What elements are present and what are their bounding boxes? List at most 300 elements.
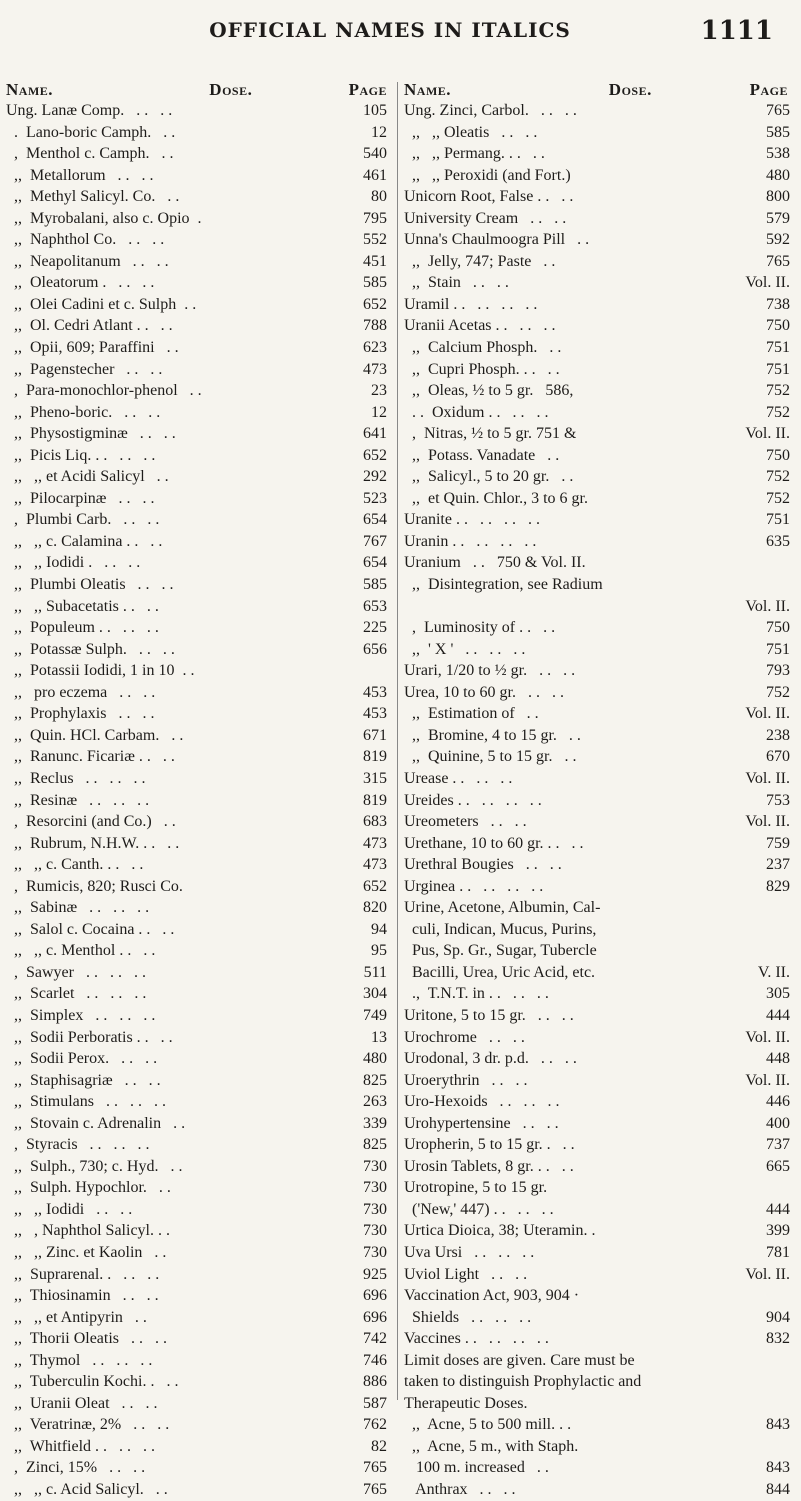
index-entry	[6, 617, 391, 639]
index-entry	[6, 1113, 391, 1135]
entry-page: 511	[363, 963, 387, 981]
entry-text: ,, Uranii Oleat . . . .	[6, 1394, 158, 1412]
index-entry	[404, 1328, 792, 1350]
entry-page: 843	[766, 1459, 790, 1477]
index-entry	[6, 1242, 391, 1264]
index-entry	[404, 1005, 792, 1027]
entry-page: 587	[363, 1394, 387, 1412]
index-entry	[404, 423, 792, 445]
entry-text: ,, Sulph. Hypochlor. . .	[6, 1179, 171, 1197]
entry-page: 339	[363, 1114, 387, 1132]
index-entry	[6, 940, 391, 962]
index-entry	[404, 1307, 792, 1329]
entry-text: ,, Salol c. Cocaina . . . .	[6, 920, 175, 938]
index-entry	[6, 122, 391, 144]
index-entry	[404, 1070, 792, 1092]
entry-page: 696	[363, 1287, 387, 1305]
entry-page: 825	[363, 1071, 387, 1089]
entry-page: 742	[363, 1330, 387, 1348]
entry-page: 751	[766, 339, 790, 357]
left-entry-list	[6, 100, 391, 1501]
entry-text: ,, Whitfield . . . . . .	[6, 1437, 156, 1455]
index-entry	[6, 725, 391, 747]
header-page: Page	[348, 80, 387, 99]
entry-text: Unna's Chaulmoogra Pill . .	[404, 231, 590, 249]
entry-text: ,, Myrobalani, also c. Opio .	[6, 209, 202, 227]
entry-text: taken to distinguish Prophylactic and	[404, 1373, 642, 1391]
entry-page: 788	[363, 317, 387, 335]
index-entry	[404, 574, 792, 596]
index-entry	[6, 423, 391, 445]
entry-text: ,, ,, Oleatis . . . .	[404, 123, 538, 141]
entry-text: Uritone, 5 to 15 gr. . . . .	[404, 1006, 574, 1024]
entry-text: ,, ,, Zinc. et Kaolin . .	[6, 1243, 167, 1261]
entry-page: 670	[766, 748, 790, 766]
entry-page: 751	[766, 640, 790, 658]
entry-text: ,, ,, Iodidi . . . .	[6, 1200, 133, 1218]
entry-text: ,, Sodii Perox. . . . .	[6, 1050, 158, 1068]
index-entry	[6, 1328, 391, 1350]
entry-text: ,, ,, c. Menthol . . . .	[6, 942, 156, 960]
entry-page: 752	[766, 468, 790, 486]
entry-page: 585	[766, 123, 790, 141]
entry-text: ,, ,, et Acidi Salicyl . .	[6, 468, 169, 486]
right-column	[404, 80, 792, 1501]
index-entry	[404, 897, 792, 919]
entry-text: , Para-monochlor-phenol . .	[6, 382, 202, 400]
entry-page: 819	[363, 748, 387, 766]
entry-page: 480	[766, 166, 790, 184]
index-entry	[404, 229, 792, 251]
entry-text: , Menthol c. Camph. . .	[6, 145, 174, 163]
index-entry	[6, 359, 391, 381]
index-entry	[6, 1220, 391, 1242]
entry-page: 652	[363, 295, 387, 313]
entry-text: Uroerythrin . . . .	[404, 1071, 528, 1089]
index-entry	[404, 682, 792, 704]
entry-text: ,, Potass. Vanadate . .	[404, 446, 560, 464]
index-entry	[404, 919, 792, 941]
entry-page: 665	[766, 1157, 790, 1175]
index-entry	[6, 1457, 391, 1479]
entry-page: 444	[766, 1200, 790, 1218]
index-entry	[404, 790, 792, 812]
index-entry	[6, 1393, 391, 1415]
entry-text: ,, Jelly, 747; Paste . .	[404, 252, 556, 270]
index-entry	[6, 294, 391, 316]
entry-page: 400	[766, 1114, 790, 1132]
entry-page: 473	[363, 856, 387, 874]
entry-text: ,, ,, Subacetatis . . . .	[6, 597, 159, 615]
header-name: Name.	[6, 80, 54, 99]
entry-text: ,, Acne, 5 m., with Staph.	[404, 1437, 579, 1455]
index-entry	[404, 768, 792, 790]
entry-page: V. II.	[757, 963, 790, 981]
index-entry	[404, 876, 792, 898]
entry-text: ,, Sodii Perboratis . . . .	[6, 1028, 173, 1046]
entry-text: Uropherin, 5 to 15 gr. . . .	[404, 1136, 575, 1154]
index-entry	[404, 509, 792, 531]
entry-text: ,, Naphthol Co. . . . .	[6, 231, 165, 249]
index-entry	[404, 100, 792, 122]
entry-text: ,, Resinæ . . . . . .	[6, 791, 150, 809]
entry-text: Urochrome . . . .	[404, 1028, 525, 1046]
index-entry	[6, 1070, 391, 1092]
index-entry	[6, 833, 391, 855]
index-entry	[404, 466, 792, 488]
entry-text: Uranii Acetas . . . . . .	[404, 317, 556, 335]
entry-text: Pus, Sp. Gr., Sugar, Tubercle	[404, 942, 597, 960]
entry-text: ,, Ol. Cedri Atlant . . . .	[6, 317, 173, 335]
entry-text: ,, Stovain c. Adrenalin . .	[6, 1114, 186, 1132]
entry-text: ,, Staphisagriæ . . . .	[6, 1071, 161, 1089]
entry-text: ,, Rubrum, N.H.W. . . . .	[6, 834, 180, 852]
entry-page: Vol. II.	[745, 1265, 790, 1283]
entry-page: 446	[766, 1093, 790, 1111]
index-entry	[6, 552, 391, 574]
running-title: OFFICIAL NAMES IN ITALICS	[209, 18, 571, 42]
entry-text: ,, Salicyl., 5 to 20 gr. . .	[404, 468, 574, 486]
entry-text: Uranin . . . . . . . .	[404, 532, 537, 550]
entry-page: 730	[363, 1179, 387, 1197]
entry-page: 762	[363, 1416, 387, 1434]
index-entry	[404, 1242, 792, 1264]
entry-page: 765	[363, 1459, 387, 1477]
entry-text: ,, Plumbi Oleatis . . . .	[6, 576, 174, 594]
index-entry	[6, 1199, 391, 1221]
entry-page: 793	[766, 662, 790, 680]
index-entry	[404, 1220, 792, 1242]
index-entry	[6, 703, 391, 725]
entry-page: 473	[363, 834, 387, 852]
entry-page: 315	[363, 769, 387, 787]
entry-page: Vol. II.	[745, 813, 790, 831]
entry-text: Uranite . . . . . . . .	[404, 511, 540, 529]
entry-text: ,, ,, Peroxidi (and Fort.)	[404, 166, 571, 184]
entry-text: ,, Oleas, ½ to 5 gr. 586,	[404, 382, 574, 400]
entry-text: Urease . . . . . .	[404, 769, 513, 787]
entry-page: 765	[766, 252, 790, 270]
entry-text: ,, Oleatorum . . . . .	[6, 274, 155, 292]
index-entry	[6, 1479, 391, 1501]
entry-text: Anthrax . . . .	[404, 1481, 516, 1498]
index-entry	[6, 790, 391, 812]
index-entry	[6, 1436, 391, 1458]
index-entry	[404, 596, 792, 618]
entry-text: ,, Opii, 609; Paraffini . .	[6, 339, 179, 357]
left-column	[6, 80, 391, 1501]
entry-text: Shields . . . . . .	[404, 1308, 532, 1326]
index-entry	[6, 1048, 391, 1070]
entry-page: 844	[766, 1481, 790, 1498]
index-entry	[404, 639, 792, 661]
entry-page: 843	[766, 1416, 790, 1434]
entry-page: 819	[363, 791, 387, 809]
entry-page: 552	[363, 231, 387, 249]
entry-page: 105	[363, 102, 387, 119]
entry-text: . Lano-boric Camph. . .	[6, 123, 176, 141]
entry-page: 652	[363, 446, 387, 464]
index-entry	[404, 1350, 792, 1372]
entry-page: 635	[766, 532, 790, 550]
index-entry	[6, 143, 391, 165]
index-entry	[404, 165, 792, 187]
entry-text: . . Oxidum . . . . . .	[404, 403, 549, 421]
entry-page: 654	[363, 511, 387, 529]
entry-page: 730	[363, 1157, 387, 1175]
index-entry	[404, 1479, 792, 1501]
entry-page: 540	[363, 145, 387, 163]
index-entry	[6, 897, 391, 919]
index-entry	[404, 143, 792, 165]
index-entry	[6, 466, 391, 488]
entry-page: 538	[766, 145, 790, 163]
entry-page: 473	[363, 360, 387, 378]
index-entry	[6, 574, 391, 596]
entry-text: ,, Populeum . . . . . .	[6, 619, 159, 637]
index-entry	[6, 1005, 391, 1027]
header-name: Name.	[404, 80, 452, 99]
index-entry	[6, 962, 391, 984]
index-entry	[6, 337, 391, 359]
entry-text: , Sawyer . . . . . .	[6, 963, 146, 981]
entry-text: Ureides . . . . . . . .	[404, 791, 542, 809]
index-entry	[404, 445, 792, 467]
index-entry	[6, 1285, 391, 1307]
entry-page: 444	[766, 1006, 790, 1024]
entry-text: ,, ,, Iodidi . . . . .	[6, 554, 141, 572]
header-dose: Dose.	[608, 80, 652, 99]
entry-text: , Zinci, 15% . . . .	[6, 1459, 146, 1477]
index-entry	[404, 1371, 792, 1393]
entry-page: 765	[766, 102, 790, 119]
index-entry	[404, 337, 792, 359]
entry-text: ,, Pilocarpinæ . . . .	[6, 489, 155, 507]
entry-page: Vol. II.	[745, 274, 790, 292]
index-entry	[404, 1134, 792, 1156]
entry-page: Vol. II.	[745, 1071, 790, 1089]
entry-page: 751	[766, 511, 790, 529]
entry-text: Therapeutic Doses.	[404, 1394, 528, 1412]
entry-text: ,, Veratrinæ, 2% . . . .	[6, 1416, 170, 1434]
entry-text: Uramil . . . . . . . .	[404, 295, 538, 313]
entry-page: 752	[766, 403, 790, 421]
entry-text: Urodonal, 3 dr. p.d. . . . .	[404, 1050, 577, 1068]
entry-text: ,, , Naphthol Salicyl. . .	[6, 1222, 170, 1240]
index-entry	[404, 1027, 792, 1049]
entry-page: 641	[363, 425, 387, 443]
page-header	[0, 16, 801, 56]
index-entry	[6, 660, 391, 682]
index-entry	[404, 1199, 792, 1221]
entry-page: 752	[766, 489, 790, 507]
index-entry	[6, 229, 391, 251]
index-entry	[404, 1393, 792, 1415]
entry-text: ,, ,, c. Canth. . . . .	[6, 856, 144, 874]
entry-text: ,, Sabinæ . . . . . .	[6, 899, 150, 917]
entry-page: 623	[363, 339, 387, 357]
entry-page: 652	[363, 877, 387, 895]
entry-text: Urohypertensine . . . .	[404, 1114, 559, 1132]
index-entry	[404, 315, 792, 337]
index-entry	[404, 1436, 792, 1458]
entry-page: 480	[363, 1050, 387, 1068]
header-page: Page	[749, 80, 788, 99]
entry-page: 765	[363, 1481, 387, 1498]
index-entry	[6, 531, 391, 553]
entry-page: 696	[363, 1308, 387, 1326]
entry-page: Vol. II.	[745, 769, 790, 787]
entry-text: Uva Ursi . . . . . .	[404, 1243, 535, 1261]
entry-text: ., T.N.T. in . . . . . .	[404, 985, 549, 1003]
entry-page: 738	[766, 295, 790, 313]
index-entry	[6, 509, 391, 531]
index-entry	[6, 186, 391, 208]
index-entry	[404, 725, 792, 747]
index-entry	[404, 272, 792, 294]
index-entry	[404, 854, 792, 876]
entry-page: 453	[363, 705, 387, 723]
entry-text: Ureometers . . . .	[404, 813, 527, 831]
index-entry	[6, 488, 391, 510]
entry-page: 579	[766, 209, 790, 227]
entry-page: 752	[766, 382, 790, 400]
entry-page: 746	[363, 1351, 387, 1369]
index-entry	[404, 1091, 792, 1113]
entry-text: Urea, 10 to 60 gr. . . . .	[404, 683, 564, 701]
index-entry	[6, 596, 391, 618]
entry-text: Vaccines . . . . . . . .	[404, 1330, 549, 1348]
entry-text: ,, Sulph., 730; c. Hyd. . .	[6, 1157, 183, 1175]
entry-page: 585	[363, 274, 387, 292]
entry-text: culi, Indican, Mucus, Purins,	[404, 920, 597, 938]
index-entry	[404, 703, 792, 725]
index-entry	[404, 531, 792, 553]
entry-text: ,, Neapolitanum . . . .	[6, 252, 169, 270]
entry-text: ,, ,, Permang. . . . .	[404, 145, 545, 163]
column-header	[404, 80, 792, 100]
index-entry	[6, 1371, 391, 1393]
index-entry	[6, 1091, 391, 1113]
entry-text: ,, Physostigminæ . . . .	[6, 425, 176, 443]
index-entry	[404, 122, 792, 144]
column-header	[6, 80, 391, 100]
index-entry	[6, 1307, 391, 1329]
entry-page: 592	[766, 231, 790, 249]
entry-text: ,, ,, et Antipyrin . .	[6, 1308, 147, 1326]
entry-page: 904	[766, 1308, 790, 1326]
index-entry	[404, 1457, 792, 1479]
entry-text: ,, Quin. HCl. Carbam. . .	[6, 726, 184, 744]
entry-text: ,, Suprarenal. . . . . .	[6, 1265, 160, 1283]
entry-page: 751	[766, 360, 790, 378]
entry-text: ,, Simplex . . . . . .	[6, 1006, 156, 1024]
index-entry	[404, 746, 792, 768]
entry-page: 671	[363, 726, 387, 744]
entry-page: 263	[363, 1093, 387, 1111]
index-entry	[6, 1156, 391, 1178]
index-entry	[6, 1027, 391, 1049]
entry-text: ,, Potassæ Sulph. . . . .	[6, 640, 175, 658]
entry-text: Limit doses are given. Care must be	[404, 1351, 635, 1369]
entry-page: 750	[766, 446, 790, 464]
entry-page: 753	[766, 791, 790, 809]
entry-text: ,, ,, c. Acid Salicyl. . .	[6, 1481, 168, 1498]
entry-text: ,, Thorii Oleatis . . . .	[6, 1330, 168, 1348]
index-entry	[404, 208, 792, 230]
entry-page: 832	[766, 1330, 790, 1348]
index-entry	[6, 919, 391, 941]
entry-text: ,, Calcium Phosph. . .	[404, 339, 562, 357]
index-entry	[404, 1156, 792, 1178]
entry-page: 451	[363, 252, 387, 270]
index-entry	[6, 1264, 391, 1286]
entry-text: Vaccination Act, 903, 904 ·	[404, 1287, 580, 1305]
index-entry	[6, 1350, 391, 1372]
entry-text: University Cream . . . .	[404, 209, 567, 227]
entry-page: 825	[363, 1136, 387, 1154]
index-entry	[6, 380, 391, 402]
index-entry	[6, 811, 391, 833]
entry-text: ,, Disintegration, see Radium	[404, 576, 603, 594]
entry-page: 781	[766, 1243, 790, 1261]
index-entry	[6, 854, 391, 876]
entry-page: 585	[363, 576, 387, 594]
entry-text: Urosin Tablets, 8 gr. . . . .	[404, 1157, 574, 1175]
entry-page: 238	[766, 726, 790, 744]
entry-page: 656	[363, 640, 387, 658]
index-entry	[404, 380, 792, 402]
index-entry	[404, 1177, 792, 1199]
index-entry	[404, 617, 792, 639]
entry-text: Unicorn Root, False . . . .	[404, 188, 574, 206]
entry-page: 820	[363, 899, 387, 917]
entry-text: , Resorcini (and Co.) . .	[6, 813, 176, 831]
entry-text: ,, Stain . . . .	[404, 274, 509, 292]
entry-page: 654	[363, 554, 387, 572]
index-entry	[404, 294, 792, 316]
index-entry	[404, 811, 792, 833]
entry-page: Vol. II.	[745, 597, 790, 615]
right-entry-list	[404, 100, 792, 1501]
entry-text: Uviol Light . . . .	[404, 1265, 528, 1283]
index-entry	[6, 251, 391, 273]
index-entry	[6, 272, 391, 294]
index-entry	[404, 1048, 792, 1070]
entry-page: 448	[766, 1050, 790, 1068]
entry-text: ,, Ranunc. Ficariæ . . . .	[6, 748, 175, 766]
entry-page: 305	[766, 985, 790, 1003]
index-entry	[404, 359, 792, 381]
entry-page: 304	[363, 985, 387, 1003]
entry-page: 730	[363, 1222, 387, 1240]
column-divider	[397, 82, 398, 1400]
entry-text: ,, Prophylaxis . . . .	[6, 705, 155, 723]
entry-text: ,, Cupri Phosph. . . . .	[404, 360, 560, 378]
entry-page: 730	[363, 1243, 387, 1261]
index-entry	[404, 1285, 792, 1307]
entry-text: ,, Potassii Iodidi, 1 in 10 . .	[6, 662, 195, 680]
index-entry	[6, 639, 391, 661]
entry-text: Urari, 1/20 to ½ gr. . . . .	[404, 662, 576, 680]
entry-text: Uranium . . 750 & Vol. II.	[404, 554, 586, 572]
index-entry	[6, 768, 391, 790]
entry-text: ,, Thiosinamin . . . .	[6, 1287, 159, 1305]
entry-page: 752	[766, 683, 790, 701]
entry-page: 925	[363, 1265, 387, 1283]
entry-text: ,, Scarlet . . . . . .	[6, 985, 147, 1003]
entry-page: 461	[363, 166, 387, 184]
